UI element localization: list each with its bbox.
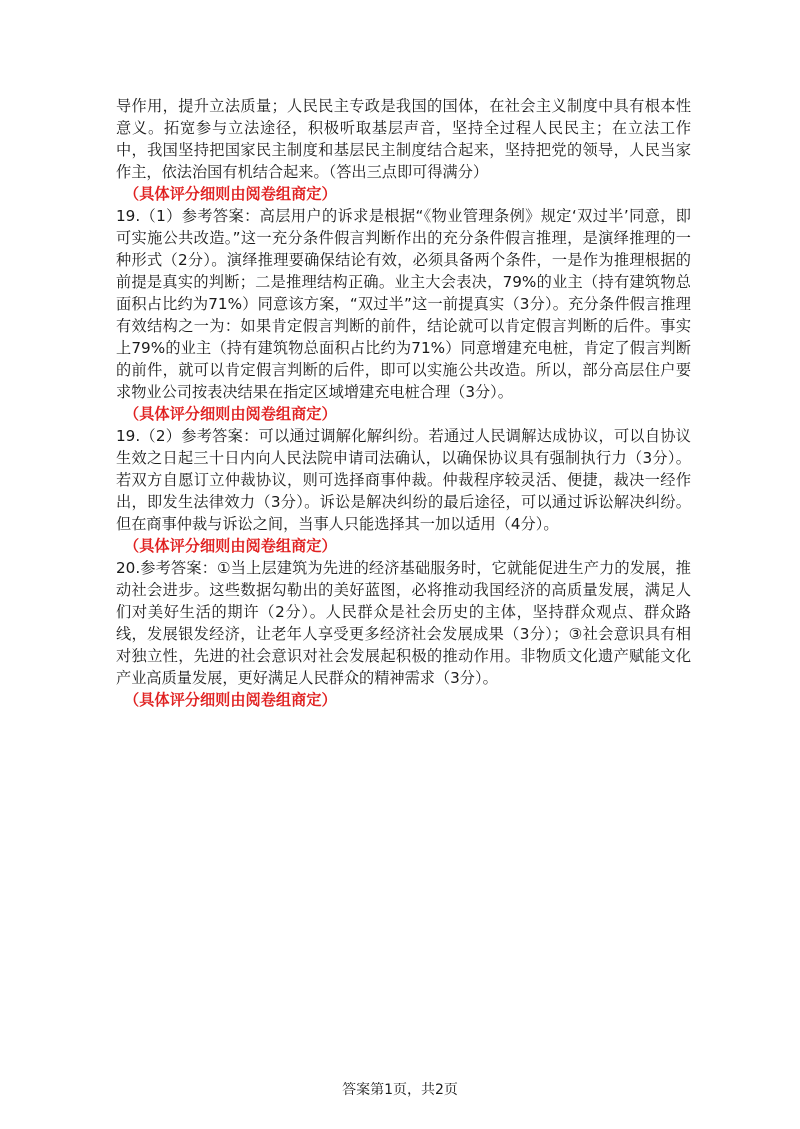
answer-content bbox=[116, 95, 691, 711]
answer-paragraph: 19.（2）参考答案：可以通过调解化解纠纷。若通过人民调解达成协议，可以自协议生效之日起三十日内向人民法院申请司法确认，以确保协议具有强制执行力（3分）。若双方自愿订立仲裁协议，则可选择商事仲裁。仲裁程序较灵活、便捷，裁决一经作出，即发生法律效力（3分）。诉讼是解决纠纷的最后途径，可以通过诉讼解决纠纷。但在商事仲裁与诉讼之间，当事人只能选择其一加以适用（4分）。 bbox=[116, 427, 691, 533]
answer-paragraph: 20.参考答案：①当上层建筑为先进的经济基础服务时，它就能促进生产力的发展，推动社会进步。这些数据勾勒出的美好蓝图，必将推动我国经济的高质量发展，满足人们对美好生活的期许（2分）。人民群众是社会历史的主体，坚持群众观点、群众路线，发展银发经济，让老年人享受更多经济社会发展成果（3分）；③社会意识具有相对独立性，先进的社会意识对社会发展起积极的推动作用。非物质文化遗产赋能文化产业高质量发展，更好满足人民群众的精神需求（3分）。 bbox=[116, 559, 691, 687]
page-footer: 答案第1页，共2页 bbox=[342, 1082, 458, 1098]
grading-note: （具体评分细则由阅卷组商定） bbox=[124, 537, 337, 555]
answer-block-19-1 bbox=[116, 205, 691, 425]
answer-paragraph: 导作用，提升立法质量；人民民主专政是我国的国体，在社会主义制度中具有根本性意义。拓宽参与立法途径，积极听取基层声音，坚持全过程人民民主；在立法工作中，我国坚持把国家民主制度和基层民主制度结合起来，坚持把党的领导，人民当家作主，依法治国有机结合起来。（答出三点即可得满分） bbox=[116, 97, 691, 181]
answer-paragraph: 19.（1）参考答案：高层用户的诉求是根据“《物业管理条例》规定‘双过半’同意，即可实施公共改造。”这一充分条件假言判断作出的充分条件假言推理，是演绎推理的一种形式（2分）。演绎推理要确保结论有效，必须具备两个条件，一是作为推理根据的前提是真实的判断；二是推理结构正确。业主大会表决，79%的业主（持有建筑物总面积占比约为71%）同意该方案，“双过半”这一前提真实（3分）。充分条件假言推理有效结构之一为：如果肯定假言判断的前件，结论就可以肯定假言判断的后件。事实上79%的业主（持有建筑物总面积占比约为71%）同意增建充电桩，肯定了假言判断的前件，就可以肯定假言判断的后件，即可以实施公共改造。所以，部分高层住户要求物业公司按表决结果在指定区域增建充电桩合理（3分）。 bbox=[116, 207, 691, 401]
answer-block-20 bbox=[116, 557, 691, 711]
answer-block-legislation bbox=[116, 95, 691, 205]
grading-note: （具体评分细则由阅卷组商定） bbox=[124, 405, 337, 423]
grading-note: （具体评分细则由阅卷组商定） bbox=[124, 185, 337, 203]
grading-note: （具体评分细则由阅卷组商定） bbox=[124, 691, 337, 709]
answer-block-19-2 bbox=[116, 425, 691, 557]
